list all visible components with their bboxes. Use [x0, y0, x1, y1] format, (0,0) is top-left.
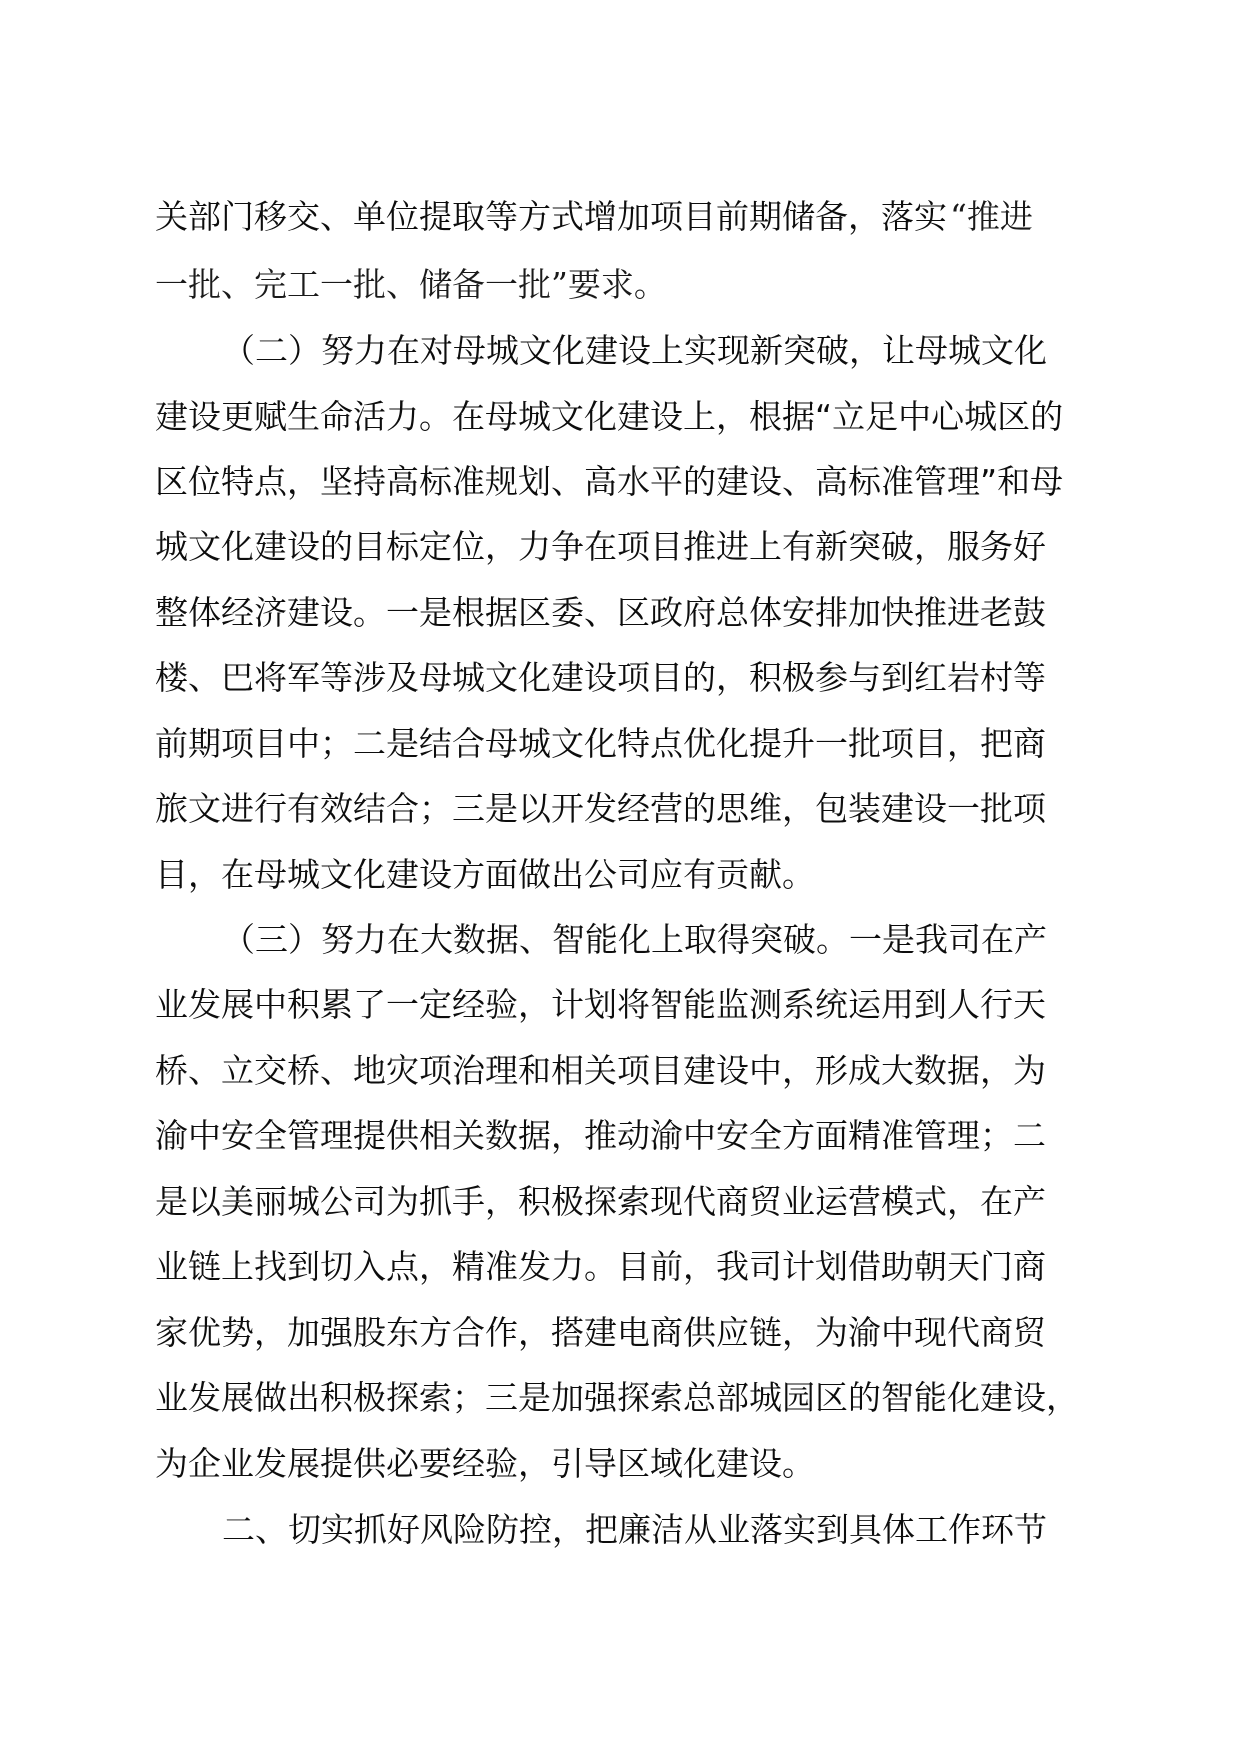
text-line: （三）努力在大数据、智能化上取得突破。一是我司在产	[222, 920, 1047, 959]
text-line: 桥、立交桥、地灾项治理和相关项目建设中，形成大数据，为	[155, 1051, 1046, 1090]
text-line: 是以美丽城公司为抓手，积极探索现代商贸业运营模式，在产	[155, 1182, 1046, 1221]
text-line: 目，在母城文化建设方面做出公司应有贡献。	[155, 855, 815, 894]
text-line: 渝中安全管理提供相关数据，推动渝中安全方面精准管理；二	[155, 1116, 1046, 1155]
text-line: 整体经济建设。一是根据区委、区政府总体安排加快推进老鼓	[155, 593, 1046, 632]
text-line: （二）努力在对母城文化建设上实现新突破，让母城文化	[222, 331, 1047, 370]
text-line: 建设更赋生命活力。在母城文化建设上，根据“立足中心城区的	[155, 397, 1064, 436]
text-line: 旅文进行有效结合；三是以开发经营的思维，包装建设一批项	[155, 789, 1046, 828]
text-line: 区位特点，坚持高标准规划、高水平的建设、高标准管理”和母	[155, 462, 1064, 501]
text-line: 业发展做出积极探索；三是加强探索总部城园区的智能化建设，	[155, 1378, 1079, 1417]
text-line: 家优势，加强股东方合作，搭建电商供应链，为渝中现代商贸	[155, 1313, 1046, 1352]
text-line: “推进	[950, 197, 1033, 236]
text-line: 楼、巴将军等涉及母城文化建设项目的，积极参与到红岩村等	[155, 658, 1046, 697]
text-line: 业发展中积累了一定经验，计划将智能监测系统运用到人行天	[155, 985, 1046, 1024]
text-line: 业链上找到切入点，精准发力。目前，我司计划借助朝天门商	[155, 1247, 1046, 1286]
text-line: 二、切实抓好风险防控，把廉洁从业落实到具体工作环节	[222, 1510, 1047, 1549]
text-line: 前期项目中；二是结合母城文化特点优化提升一批项目，把商	[155, 724, 1046, 763]
text-line: 为企业发展提供必要经验，引导区域化建设。	[155, 1444, 815, 1483]
text-line: 关部门移交、单位提取等方式增加项目前期储备，落实	[155, 197, 947, 236]
text-line: 城文化建设的目标定位，力争在项目推进上有新突破，服务好	[155, 527, 1046, 566]
text-line: 一批、完工一批、储备一批”要求。	[155, 265, 667, 304]
